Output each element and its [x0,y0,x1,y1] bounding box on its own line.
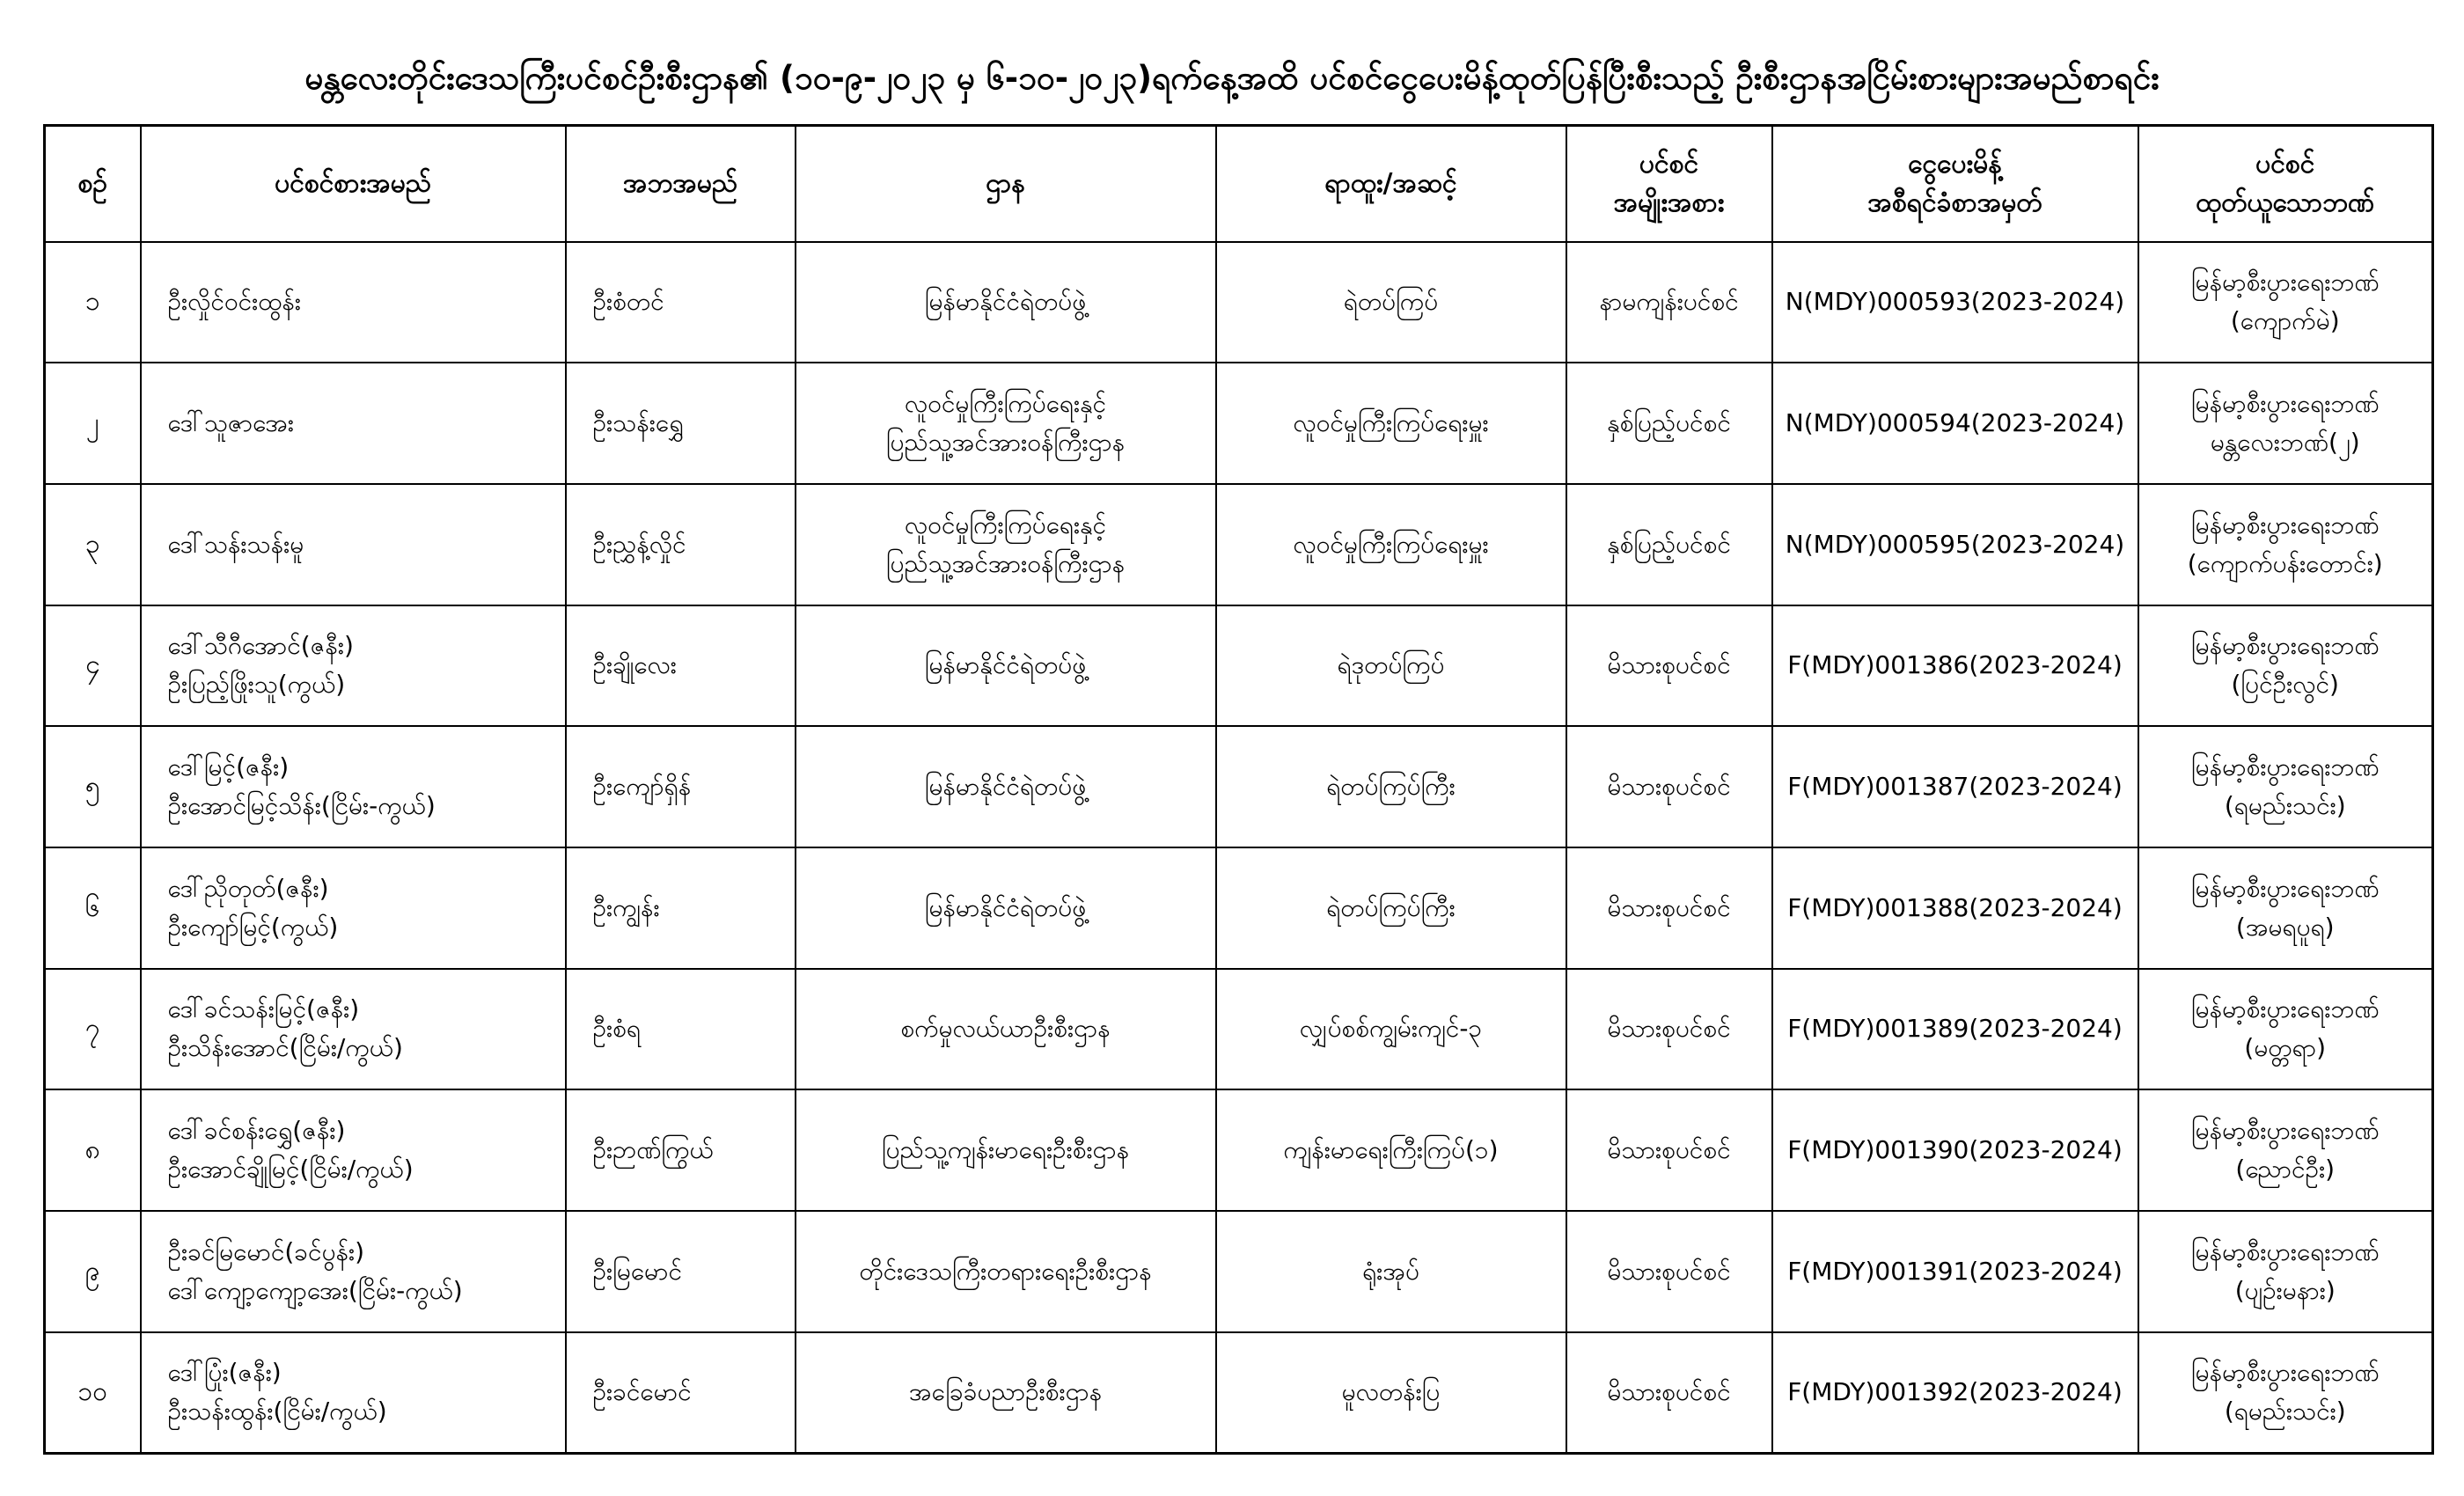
cell-rank-line: ရဲတပ်ကြပ်ကြီး [1326,892,1456,922]
cell-rank-line: ရဲဒုတပ်ကြပ် [1337,650,1445,680]
document-title: မန္တလေးတိုင်းဒေသကြီးပင်စင်ဦးစီးဌာန၏ (၁၀-၉-၂၀၂၃ မှ ၆-၁၀-၂၀၂၃)ရက်နေ့အထိ ပင်စင်ငွေပေးမိန့်ထုတ်ပြန်ပြီးစီးသည့် ဦးစီးဌာနအငြိမ်းစားများအမည်စာရင်း [304,59,2160,97]
cell-dept [796,1089,1216,1211]
cell-bank-line: မြန်မာ့စီးပွားရေးဘဏ် [2190,752,2380,782]
cell-bank-line: မန္တလေးဘဏ်(၂) [2210,428,2360,458]
cell-bank-line: (ပျဉ်းမနား) [2234,1275,2336,1305]
table-row [45,363,2433,484]
cell-order: N(MDY)000593(2023-2024) [1772,242,2138,363]
cell-name-line: ဦးကျော်မြင့်(ကွယ်) [167,912,339,942]
cell-rank-line: မူလတန်းပြ [1341,1377,1441,1407]
cell-bank-line: မြန်မာ့စီးပွားရေးဘဏ် [2190,268,2380,297]
cell-name [141,484,566,605]
cell-bank-line: မြန်မာ့စီးပွားရေးဘဏ် [2190,1358,2380,1388]
cell-bank-line: (ကျောက်မဲ) [2230,306,2340,336]
table-row [45,847,2433,969]
cell-rank-line: လူဝင်မှုကြီးကြပ်ရေးမှူး [1293,408,1489,438]
header-name: ပင်စင်စားအမည် [141,126,566,242]
cell-bank-line: မြန်မာ့စီးပွားရေးဘဏ် [2190,1116,2380,1146]
cell-type: မိသားစုပင်စင် [1566,605,1772,727]
cell-rank [1216,726,1566,847]
cell-order: F(MDY)001388(2023-2024) [1772,847,2138,969]
cell-bank-line: မြန်မာ့စီးပွားရေးဘဏ် [2190,1236,2380,1266]
header-order-line2: အစီရင်ခံစာအမှတ် [1867,187,2042,218]
cell-bank-line: (ညောင်ဦး) [2235,1155,2336,1184]
table-body [45,242,2433,1454]
cell-dept-line: မြန်မာနိုင်ငံရဲတပ်ဖွဲ့ [924,287,1087,317]
cell-bank-line: မြန်မာ့စီးပွားရေးဘဏ် [2190,510,2380,539]
cell-no: ၅ [45,726,141,847]
cell-order: N(MDY)000594(2023-2024) [1772,363,2138,484]
cell-order: F(MDY)001389(2023-2024) [1772,969,2138,1090]
header-type [1566,126,1772,242]
cell-name-line: ဒေါ်သီဂီအောင်(ဇနီး) [167,631,354,661]
header-bank [2138,126,2433,242]
cell-no: ၃ [45,484,141,605]
cell-rank-line: လျှပ်စစ်ကျွမ်းကျင်-၃ [1299,1014,1483,1044]
cell-order: F(MDY)001390(2023-2024) [1772,1089,2138,1211]
cell-father: ဦးမြမောင် [566,1211,796,1332]
cell-bank-line: မြန်မာ့စီးပွားရေးဘဏ် [2190,873,2380,903]
cell-dept-line: မြန်မာနိုင်ငံရဲတပ်ဖွဲ့ [924,650,1087,680]
cell-bank [2138,1211,2433,1332]
cell-dept-line: မြန်မာနိုင်ငံရဲတပ်ဖွဲ့ [924,772,1087,802]
cell-type: မိသားစုပင်စင် [1566,847,1772,969]
cell-bank [2138,1089,2433,1211]
cell-name [141,242,566,363]
cell-name-line: ဦးသိန်းအောင်(ငြိမ်း/ကွယ်) [167,1033,403,1063]
cell-order: N(MDY)000595(2023-2024) [1772,484,2138,605]
cell-father: ဦးသန်းရွှေ [566,363,796,484]
cell-rank-line: လူဝင်မှုကြီးကြပ်ရေးမှူး [1293,529,1489,559]
cell-type: မိသားစုပင်စင် [1566,969,1772,1090]
cell-dept [796,484,1216,605]
header-no: စဉ် [45,126,141,242]
header-type-line1: ပင်စင် [1639,148,1699,180]
header-dept: ဌာန [796,126,1216,242]
cell-name-line: ဦးပြည့်ဖြိုးသူ(ကွယ်) [167,670,346,700]
cell-name-line: ဦးသန်းထွန်း(ငြိမ်း/ကွယ်) [167,1397,387,1426]
table-row [45,484,2433,605]
cell-rank [1216,484,1566,605]
cell-bank-line: (ရမည်းသင်း) [2224,791,2346,821]
table-row [45,1211,2433,1332]
cell-no: ၂ [45,363,141,484]
cell-father: ဦးချိုလေး [566,605,796,727]
cell-rank-line: ကျန်းမာရေးကြီးကြပ်(၁) [1283,1135,1499,1165]
cell-father: ဦးကျော်ရှိန် [566,726,796,847]
cell-order: F(MDY)001391(2023-2024) [1772,1211,2138,1332]
cell-name-line: ဒေါ်ပြုံး(ဇနီး) [167,1358,282,1388]
cell-rank-line: ရဲတပ်ကြပ်ကြီး [1326,772,1456,802]
cell-rank [1216,605,1566,727]
cell-no: ၄ [45,605,141,727]
cell-bank-line: (ပြင်ဦးလွင်) [2231,670,2339,700]
header-rank: ရာထူး/အဆင့် [1216,126,1566,242]
cell-rank-line: ရဲတပ်ကြပ် [1343,287,1439,317]
cell-name [141,1089,566,1211]
cell-no: ၇ [45,969,141,1090]
cell-bank-line: (ရမည်းသင်း) [2224,1397,2346,1426]
cell-father: ဦးစံရ [566,969,796,1090]
cell-dept [796,969,1216,1090]
cell-name-line: ဒေါ်ညိုတုတ်(ဇနီး) [167,873,329,903]
cell-dept [796,1211,1216,1332]
cell-dept-line: စက်မှုလယ်ယာဦးစီးဌာန [900,1014,1111,1044]
cell-name [141,969,566,1090]
header-row [45,126,2433,242]
cell-name-line: ဦးအောင်ချိုမြင့်(ငြိမ်း/ကွယ်) [167,1155,414,1184]
table-row [45,605,2433,727]
cell-order: F(MDY)001386(2023-2024) [1772,605,2138,727]
cell-type: မိသားစုပင်စင် [1566,726,1772,847]
cell-name [141,1211,566,1332]
cell-dept [796,605,1216,727]
cell-bank [2138,726,2433,847]
cell-type: မိသားစုပင်စင် [1566,1332,1772,1454]
cell-no: ၉ [45,1211,141,1332]
cell-rank [1216,1089,1566,1211]
cell-dept-line: လူဝင်မှုကြီးကြပ်ရေးနှင့် [904,510,1107,539]
cell-name-line: ဒေါ်ကျော့ကျော့အေး(ငြိမ်း-ကွယ်) [167,1275,463,1305]
table-row [45,1332,2433,1454]
cell-no: ၆ [45,847,141,969]
cell-rank [1216,242,1566,363]
cell-name-line: ဒေါ်သန်းသန်းမူ [167,529,304,559]
cell-name-line: ဦးခင်မြမောင်(ခင်ပွန်း) [167,1236,365,1266]
header-order [1772,126,2138,242]
header-father: အဘအမည် [566,126,796,242]
cell-bank-line: (မတ္တရာ) [2244,1033,2327,1063]
cell-name [141,847,566,969]
cell-bank-line: (အမရပူရ) [2235,912,2335,942]
cell-dept [796,242,1216,363]
cell-dept-line: တိုင်းဒေသကြီးတရားရေးဦးစီးဌာန [859,1256,1152,1286]
cell-name [141,363,566,484]
cell-rank-line: ရုံးအုပ် [1362,1256,1419,1286]
cell-dept-line: အခြေခံပညာဦးစီးဌာန [908,1377,1103,1407]
cell-type: နှစ်ပြည့်ပင်စင် [1566,363,1772,484]
cell-name-line: ဦးအောင်မြင့်သိန်း(ငြိမ်း-ကွယ်) [167,791,436,821]
cell-bank-line: မြန်မာ့စီးပွားရေးဘဏ် [2190,631,2380,661]
cell-father: ဦးကျွန်း [566,847,796,969]
cell-bank-line: (ကျောက်ပန်းတောင်း) [2187,548,2383,578]
cell-father: ဦးစံတင် [566,242,796,363]
cell-dept-line: ပြည်သူ့အင်အားဝန်ကြီးဌာန [885,428,1126,458]
cell-bank [2138,969,2433,1090]
table-row [45,242,2433,363]
cell-father: ဦးညွှန့်လှိုင် [566,484,796,605]
cell-father: ဦးဉာဏ်ကြွယ် [566,1089,796,1211]
table-row [45,726,2433,847]
table-row [45,1089,2433,1211]
cell-type: နှစ်ပြည့်ပင်စင် [1566,484,1772,605]
cell-name [141,605,566,727]
cell-dept-line: ပြည်သူ့အင်အားဝန်ကြီးဌာန [885,548,1126,578]
cell-no: ၈ [45,1089,141,1211]
cell-dept [796,363,1216,484]
cell-dept-line: မြန်မာနိုင်ငံရဲတပ်ဖွဲ့ [924,892,1087,922]
cell-name-line: ဒေါ်မြင့်(ဇနီး) [167,752,290,782]
table-row [45,969,2433,1090]
cell-name-line: ဒေါ်ခင်သန်းမြင့်(ဇနီး) [167,994,360,1024]
cell-bank [2138,363,2433,484]
cell-name [141,726,566,847]
cell-dept [796,726,1216,847]
header-type-line2: အမျိုးအစား [1613,187,1725,218]
header-bank-line1: ပင်စင် [2255,148,2315,180]
cell-bank [2138,242,2433,363]
cell-name-line: ဒေါ်သူဇာအေး [167,408,294,438]
cell-name-line: ဦးလှိုင်ဝင်းထွန်း [167,287,301,317]
cell-rank [1216,363,1566,484]
cell-bank [2138,605,2433,727]
cell-bank [2138,1332,2433,1454]
cell-dept [796,847,1216,969]
cell-rank [1216,1332,1566,1454]
cell-bank [2138,484,2433,605]
cell-name-line: ဒေါ်ခင်စန်းရွှေ(ဇနီး) [167,1116,346,1146]
cell-name [141,1332,566,1454]
cell-type: နာမကျန်းပင်စင် [1566,242,1772,363]
cell-rank [1216,1211,1566,1332]
cell-rank [1216,969,1566,1090]
cell-type: မိသားစုပင်စင် [1566,1211,1772,1332]
pensioner-table [43,124,2434,1455]
cell-father: ဦးခင်မောင် [566,1332,796,1454]
cell-type: မိသားစုပင်စင် [1566,1089,1772,1211]
cell-rank [1216,847,1566,969]
cell-order: F(MDY)001387(2023-2024) [1772,726,2138,847]
cell-bank-line: မြန်မာ့စီးပွားရေးဘဏ် [2190,994,2380,1024]
cell-bank-line: မြန်မာ့စီးပွားရေးဘဏ် [2190,389,2380,419]
cell-dept-line: ပြည်သူ့ကျန်းမာရေးဦးစီးဌာန [881,1135,1130,1165]
cell-dept [796,1332,1216,1454]
header-order-line1: ငွေပေးမိန့် [1908,148,2002,180]
cell-bank [2138,847,2433,969]
cell-no: ၁ [45,242,141,363]
header-bank-line2: ထုတ်ယူသောဘဏ် [2196,187,2375,218]
cell-order: F(MDY)001392(2023-2024) [1772,1332,2138,1454]
cell-dept-line: လူဝင်မှုကြီးကြပ်ရေးနှင့် [904,389,1107,419]
cell-no: ၁၀ [45,1332,141,1454]
